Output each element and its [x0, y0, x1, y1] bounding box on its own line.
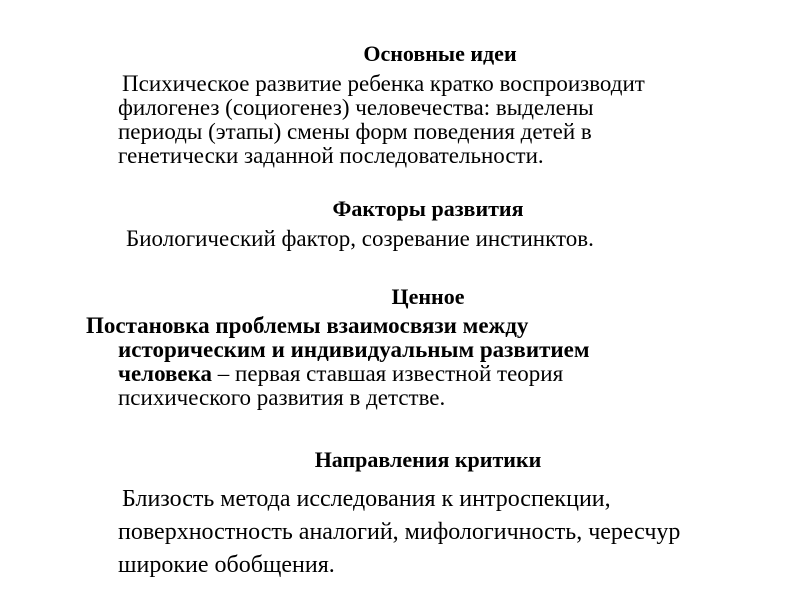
valuable-line-1-bold: Постановка проблемы взаимосвязи между [86, 313, 529, 338]
valuable-line-2-bold: историческим и индивидуальным развитием [118, 337, 590, 362]
main-ideas-line-2: филогенез (социогенез) человечества: выделены [118, 95, 594, 120]
heading-valuable: Ценное [391, 284, 465, 309]
main-ideas-line-3: периоды (этапы) смены форм поведения детей в [118, 119, 592, 144]
criticism-line-1: Близость метода исследования к интроспекции, [122, 486, 611, 512]
valuable-line-3-rest: – первая ставшая известной теория [212, 361, 564, 386]
paragraph-valuable [86, 314, 590, 410]
valuable-line-4: психического развития в детстве. [118, 385, 446, 410]
criticism-line-2: поверхностность аналогий, мифологичность, чересчур [118, 519, 681, 545]
paragraph-main-ideas [118, 72, 645, 168]
heading-criticism: Направления критики [314, 447, 542, 472]
main-ideas-line-1: Психическое развитие ребенка кратко воспроизводит [122, 71, 645, 96]
heading-main-ideas: Основные идеи [363, 41, 517, 66]
valuable-line-1 [86, 314, 590, 338]
valuable-line-2 [86, 338, 590, 362]
main-ideas-line-4: генетически заданной последовательности. [118, 143, 544, 168]
heading-development-factors: Факторы развития [332, 196, 524, 221]
valuable-line-3 [86, 362, 590, 386]
development-factors-text: Биологический фактор, созревание инстинктов. [126, 226, 594, 251]
paragraph-development-factors [126, 227, 594, 251]
criticism-line-3: широкие обобщения. [118, 552, 335, 578]
paragraph-criticism [118, 483, 680, 582]
valuable-line-3-bold: человека [118, 361, 213, 386]
